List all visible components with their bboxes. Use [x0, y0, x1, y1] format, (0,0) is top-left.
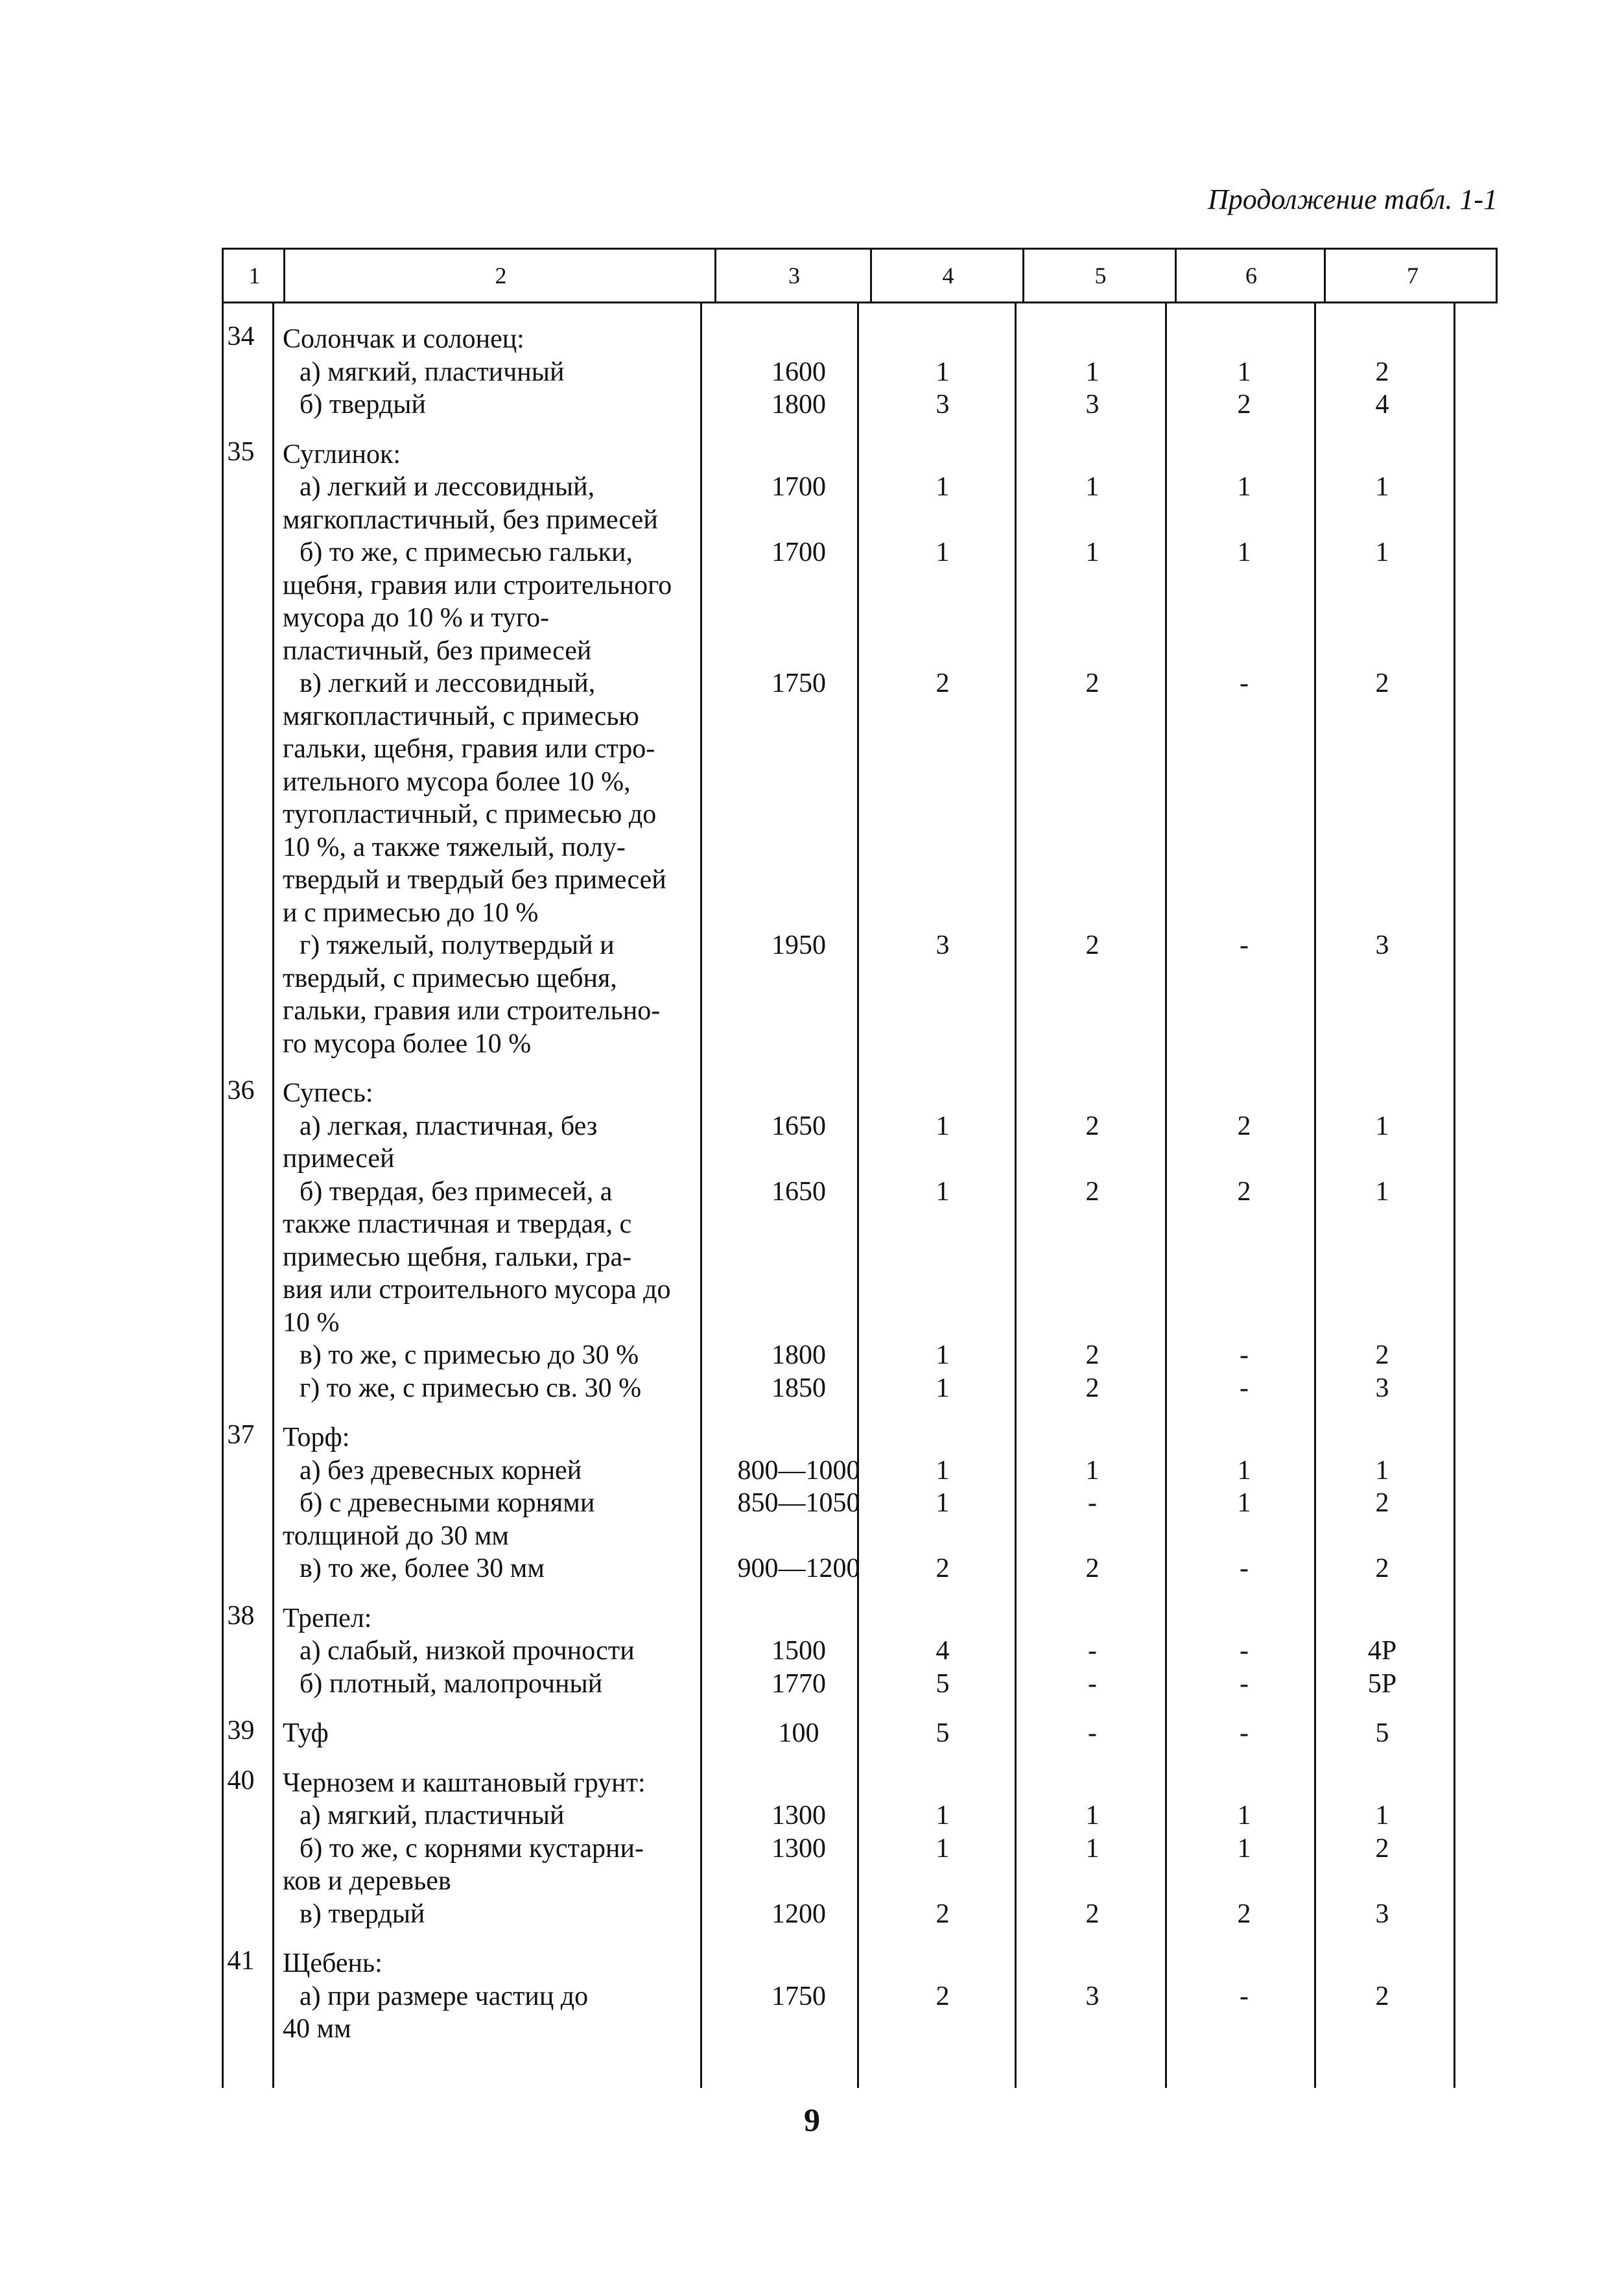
- category-value-col-4: 2: [936, 1554, 950, 1583]
- category-value-col-5: 2: [1085, 1340, 1100, 1370]
- density-value: 1600: [771, 357, 826, 387]
- row-number: 35: [227, 436, 255, 467]
- category-value-col-6: 1: [1237, 1833, 1251, 1864]
- category-value-col-4: 1: [936, 1455, 950, 1486]
- category-value-col-5: 2: [1085, 1554, 1100, 1583]
- soil-description-line: в) твердый: [300, 1899, 425, 1929]
- category-value-col-7: 1: [1375, 472, 1389, 502]
- category-value-col-6: 1: [1237, 538, 1251, 567]
- density-value: 1700: [771, 472, 826, 502]
- category-value-col-7: 2: [1375, 357, 1389, 387]
- soil-description-line: Торф:: [283, 1423, 350, 1452]
- category-value-col-6: -: [1240, 1373, 1249, 1403]
- category-value-col-5: 2: [1085, 1373, 1100, 1403]
- category-value-col-5: 2: [1085, 1176, 1100, 1207]
- category-value-col-7: 2: [1375, 669, 1389, 698]
- category-value-col-4: 1: [936, 357, 950, 387]
- soil-description-line: также пластичная и твердая, с: [283, 1209, 632, 1239]
- category-value-col-6: -: [1240, 1981, 1249, 2011]
- category-value-col-6: -: [1240, 1554, 1249, 1583]
- density-value: 1300: [771, 1833, 826, 1864]
- soil-description-line: Супесь:: [283, 1078, 373, 1108]
- category-value-col-6: 2: [1237, 390, 1251, 420]
- category-value-col-6: 1: [1237, 1455, 1251, 1486]
- density-value: 1500: [771, 1636, 826, 1666]
- category-value-col-5: 1: [1085, 357, 1100, 387]
- category-value-col-7: 5Р: [1367, 1668, 1397, 1699]
- density-value: 1650: [771, 1111, 826, 1141]
- category-value-col-4: 2: [936, 1981, 950, 2011]
- category-value-col-7: 3: [1375, 930, 1389, 960]
- category-value-col-7: 2: [1375, 1340, 1389, 1370]
- row-number: 34: [227, 322, 255, 351]
- category-value-col-4: 3: [936, 390, 950, 420]
- table-caption: Продолжение табл. 1-1: [1208, 184, 1498, 215]
- soil-description-line: Солончак и солонец:: [283, 324, 524, 354]
- category-value-col-5: 1: [1085, 1801, 1100, 1830]
- soil-description-line: гальки, гравия или строительно-: [283, 996, 661, 1026]
- category-value-col-4: 5: [936, 1668, 950, 1699]
- soil-description-line: б) твердый: [300, 390, 426, 420]
- category-value-col-6: 1: [1237, 1488, 1251, 1518]
- soil-description-line: и с примесью до 10 %: [283, 897, 539, 928]
- header-col-4: 4: [942, 263, 954, 289]
- soil-description-line: гальки, щебня, гравия или стро-: [283, 734, 655, 764]
- header-divider: [714, 250, 716, 302]
- soil-description-line: ительного мусора более 10 %,: [283, 766, 631, 797]
- header-col-7: 7: [1407, 263, 1418, 289]
- soil-description-line: го мусора более 10 %: [283, 1028, 532, 1059]
- density-value: 1800: [771, 1340, 826, 1370]
- soil-description-line: б) с древесными корнями: [300, 1488, 595, 1518]
- category-value-col-4: 1: [936, 1801, 950, 1830]
- soil-description-line: г) то же, с примесью св. 30 %: [300, 1373, 642, 1403]
- soil-description-line: примесей: [283, 1144, 395, 1174]
- category-value-col-7: 1: [1375, 1455, 1389, 1486]
- soil-description-line: а) при размере частиц до: [300, 1981, 589, 2011]
- category-value-col-4: 1: [936, 1176, 950, 1207]
- soil-description-line: 10 %, а также тяжелый, полу-: [283, 832, 626, 862]
- soil-description-line: твердый, с примесью щебня,: [283, 963, 617, 993]
- header-divider: [1324, 250, 1326, 302]
- soil-description-line: а) мягкий, пластичный: [300, 1801, 565, 1830]
- category-value-col-6: -: [1240, 669, 1249, 698]
- soil-description-line: ков и деревьев: [283, 1866, 451, 1896]
- category-value-col-7: 2: [1375, 1554, 1389, 1583]
- category-value-col-6: -: [1240, 1668, 1249, 1699]
- soil-description-line: Трепел:: [283, 1603, 372, 1633]
- header-divider: [283, 250, 285, 302]
- category-value-col-6: -: [1240, 1340, 1249, 1370]
- category-value-col-7: 4: [1375, 390, 1389, 420]
- category-value-col-6: -: [1240, 930, 1249, 960]
- density-value: 800—1000: [737, 1455, 860, 1486]
- category-value-col-7: 5: [1375, 1718, 1389, 1748]
- soil-description-line: примесью щебня, гальки, гра-: [283, 1242, 632, 1272]
- category-value-col-4: 1: [936, 1488, 950, 1518]
- category-value-col-4: 2: [936, 669, 950, 698]
- category-value-col-6: 1: [1237, 472, 1251, 502]
- soil-description-line: Чернозем и каштановый грунт:: [283, 1768, 646, 1798]
- row-number: 38: [227, 1600, 255, 1631]
- soil-description-line: мягкопластичный, с примесью: [283, 701, 639, 731]
- category-value-col-4: 1: [936, 1373, 950, 1403]
- soil-description-line: мягкопластичный, без примесей: [283, 504, 658, 535]
- density-value: 100: [778, 1718, 819, 1748]
- density-value: 850—1050: [737, 1488, 860, 1518]
- header-divider: [1022, 250, 1024, 302]
- column-rule: [700, 303, 702, 2088]
- header-col-1: 1: [248, 263, 261, 289]
- header-col-2: 2: [495, 263, 507, 289]
- density-value: 1300: [771, 1801, 826, 1830]
- soil-description-line: Туф: [283, 1718, 329, 1748]
- soil-description-line: б) то же, с корнями кустарни-: [300, 1833, 644, 1864]
- category-value-col-5: -: [1088, 1636, 1097, 1666]
- soil-table: [222, 248, 1498, 2088]
- category-value-col-6: 1: [1237, 357, 1251, 387]
- soil-description-line: а) мягкий, пластичный: [300, 357, 565, 387]
- soil-description-line: тугопластичный, с примесью до: [283, 799, 657, 829]
- category-value-col-6: 2: [1237, 1899, 1251, 1929]
- soil-description-line: Суглинок:: [283, 439, 401, 469]
- category-value-col-4: 1: [936, 1833, 950, 1864]
- category-value-col-4: 1: [936, 1340, 950, 1370]
- soil-description-line: щебня, гравия или строительного: [283, 570, 672, 600]
- row-number: 39: [227, 1716, 255, 1746]
- soil-description-line: а) без древесных корней: [300, 1455, 582, 1486]
- category-value-col-7: 1: [1375, 538, 1389, 567]
- row-number: 40: [227, 1765, 255, 1795]
- category-value-col-5: 1: [1085, 1833, 1100, 1864]
- density-value: 1650: [771, 1176, 826, 1207]
- soil-description-line: в) то же, с примесью до 30 %: [300, 1340, 639, 1370]
- category-value-col-5: -: [1088, 1718, 1097, 1748]
- category-value-col-6: -: [1240, 1718, 1249, 1748]
- soil-description-line: 10 %: [283, 1307, 340, 1338]
- soil-description-line: а) слабый, низкой прочности: [300, 1636, 635, 1666]
- category-value-col-7: 2: [1375, 1981, 1389, 2011]
- soil-description-line: г) тяжелый, полутвердый и: [300, 930, 615, 960]
- column-rule: [222, 303, 224, 2088]
- column-rule: [272, 303, 274, 2088]
- category-value-col-4: 1: [936, 472, 950, 502]
- density-value: 1700: [771, 538, 826, 567]
- header-col-3: 3: [788, 263, 800, 289]
- category-value-col-7: 4Р: [1367, 1636, 1397, 1666]
- row-number: 41: [227, 1946, 255, 1976]
- category-value-col-7: 1: [1375, 1176, 1389, 1207]
- category-value-col-5: -: [1088, 1668, 1097, 1699]
- header-col-5: 5: [1094, 263, 1107, 289]
- category-value-col-7: 3: [1375, 1373, 1389, 1403]
- row-number: 36: [227, 1076, 255, 1106]
- soil-description-line: в) то же, более 30 мм: [300, 1554, 545, 1583]
- category-value-col-5: 1: [1085, 472, 1100, 502]
- category-value-col-4: 4: [936, 1636, 950, 1666]
- soil-description-line: а) легкий и лессовидный,: [300, 472, 595, 502]
- soil-description-line: мусора до 10 % и туго-: [283, 603, 550, 633]
- category-value-col-6: 1: [1237, 1801, 1251, 1830]
- category-value-col-4: 3: [936, 930, 950, 960]
- category-value-col-5: 2: [1085, 1899, 1100, 1929]
- soil-description-line: в) легкий и лессовидный,: [300, 669, 596, 698]
- page-number: 9: [804, 2101, 820, 2138]
- density-value: 1200: [771, 1899, 826, 1929]
- category-value-col-7: 1: [1375, 1111, 1389, 1141]
- soil-description-line: толщиной до 30 мм: [283, 1521, 510, 1551]
- category-value-col-5: 2: [1085, 1111, 1100, 1141]
- category-value-col-4: 5: [936, 1718, 950, 1748]
- density-value: 1800: [771, 390, 826, 420]
- soil-description-line: пластичный, без примесей: [283, 635, 592, 666]
- category-value-col-5: 2: [1085, 930, 1100, 960]
- soil-description-line: 40 мм: [283, 2014, 351, 2044]
- header-divider: [870, 250, 872, 302]
- soil-description-line: Щебень:: [283, 1948, 382, 1978]
- category-value-col-5: 3: [1085, 1981, 1100, 2011]
- category-value-col-4: 2: [936, 1899, 950, 1929]
- category-value-col-7: 2: [1375, 1833, 1389, 1864]
- category-value-col-5: -: [1088, 1488, 1097, 1518]
- category-value-col-4: 1: [936, 538, 950, 567]
- table-header: [222, 248, 1498, 303]
- header-divider: [1175, 250, 1177, 302]
- header-col-6: 6: [1245, 263, 1257, 289]
- density-value: 1750: [771, 669, 826, 698]
- category-value-col-7: 2: [1375, 1488, 1389, 1518]
- soil-description-line: твердый и твердый без примесей: [283, 865, 666, 895]
- category-value-col-5: 3: [1085, 390, 1100, 420]
- category-value-col-5: 1: [1085, 1455, 1100, 1486]
- category-value-col-6: 2: [1237, 1111, 1251, 1141]
- category-value-col-5: 1: [1085, 538, 1100, 567]
- soil-description-line: б) плотный, малопрочный: [300, 1668, 603, 1699]
- category-value-col-7: 3: [1375, 1899, 1389, 1929]
- density-value: 900—1200: [737, 1554, 860, 1583]
- soil-description-line: а) легкая, пластичная, без: [300, 1111, 598, 1141]
- category-value-col-7: 1: [1375, 1801, 1389, 1830]
- category-value-col-6: -: [1240, 1636, 1249, 1666]
- row-number: 37: [227, 1420, 255, 1450]
- category-value-col-6: 2: [1237, 1176, 1251, 1207]
- soil-description-line: б) то же, с примесью гальки,: [300, 538, 633, 567]
- density-value: 1950: [771, 930, 826, 960]
- density-value: 1770: [771, 1668, 826, 1699]
- density-value: 1750: [771, 1981, 826, 2011]
- density-value: 1850: [771, 1373, 826, 1403]
- soil-description-line: б) твердая, без примесей, а: [300, 1176, 613, 1207]
- category-value-col-4: 1: [936, 1111, 950, 1141]
- category-value-col-5: 2: [1085, 669, 1100, 698]
- soil-description-line: вия или строительного мусора до: [283, 1275, 671, 1305]
